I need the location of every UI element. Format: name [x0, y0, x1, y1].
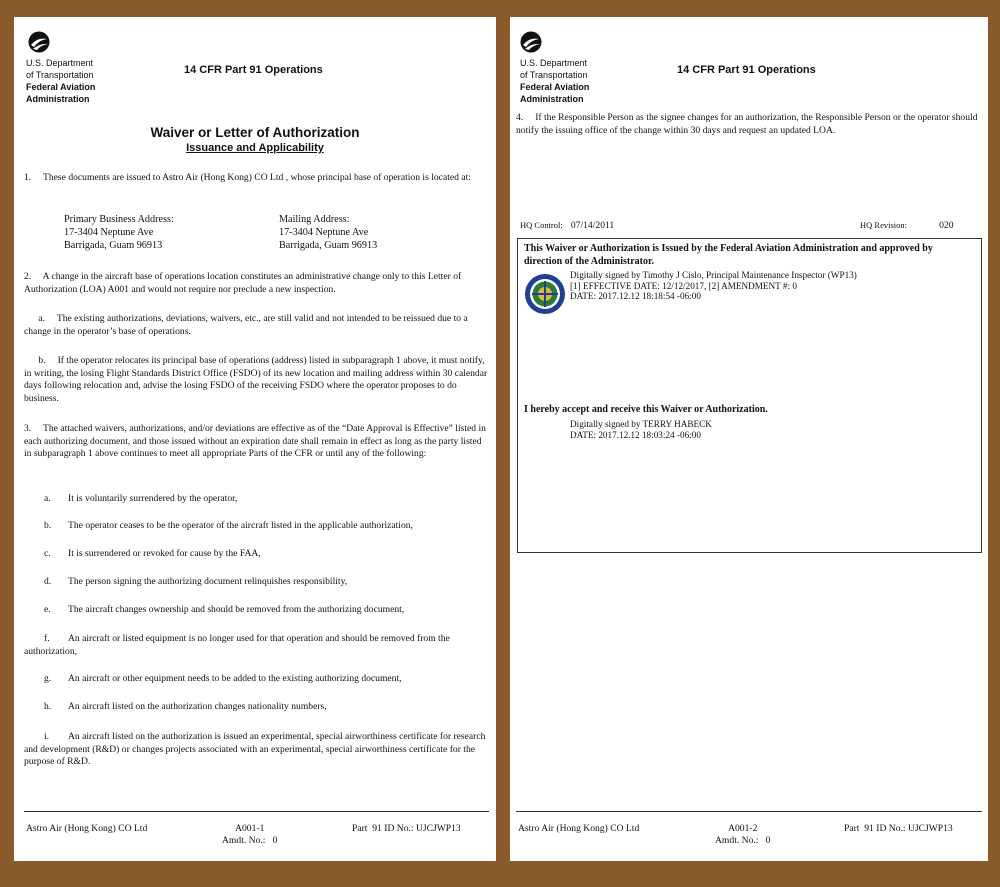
mailing-address-label: Mailing Address:	[279, 214, 350, 225]
list-item-text: An aircraft or other equipment needs to be added to the existing authorizing document,	[68, 673, 402, 684]
signature-1-line-3: DATE: 2017.12.12 18:18:54 -06:00	[570, 291, 701, 301]
issued-statement: This Waiver or Authorization is Issued by the Federal Aviation Administration and approved by direction of the Administrator.	[524, 243, 933, 267]
list-item-label: h.	[44, 701, 52, 712]
list-item	[24, 548, 489, 561]
list-item-label: e.	[44, 604, 51, 615]
paragraph-3: 3. The attached waivers, authorizations, and/or deviations are effective as of the “Date Approval is Effective” listed in each authorizing document, and those issued without an expiration date shall remain in effect as long as the party listed in subparagraph 1 above continues to meet all appropriate Parts of the CFR or until any of the following:	[24, 423, 486, 459]
list-item	[24, 673, 489, 686]
mailing-address	[279, 213, 377, 252]
mailing-address-line-1: 17-3404 Neptune Ave	[279, 227, 369, 238]
list-item-text: The person signing the authorizing document relinquishes responsibility,	[68, 576, 348, 587]
signature-1-line-1: Digitally signed by Timothy J Cislo, Principal Maintenance Inspector (WP13)	[570, 270, 857, 280]
hq-control-value: 07/14/2011	[570, 220, 615, 231]
list-item	[24, 493, 489, 506]
hq-revision-label: HQ Revision:	[860, 220, 907, 230]
agency-line-2: of Transportation	[520, 70, 588, 80]
document-page-1	[14, 17, 496, 861]
paragraph-4: 4. If the Responsible Person as the signee changes for an authorization, the Responsible Person or the operator should notify the issuing office of the change within 30 days and request an updated LOA.	[516, 112, 978, 136]
page-subtitle: Issuance and Applicability	[186, 142, 324, 154]
signature-1	[570, 270, 857, 302]
list-item-label: g.	[44, 673, 52, 684]
agency-block	[520, 57, 589, 105]
hq-revision-value: 020	[939, 220, 954, 231]
signature-2	[570, 419, 712, 440]
agency-line-1: U.S. Department	[26, 58, 94, 68]
list-item-text: An aircraft or listed equipment is no longer used for that operation and should be removed from the authorization,	[24, 633, 450, 657]
list-item-text: It is voluntarily surrendered by the operator,	[68, 493, 238, 504]
list-item	[24, 520, 489, 533]
agency-line-2: of Transportation	[26, 70, 94, 80]
list-item	[24, 731, 489, 769]
primary-address-line-1: 17-3404 Neptune Ave	[64, 227, 154, 238]
list-item-label: i.	[44, 731, 50, 742]
paragraph-2a: a. The existing authorizations, deviations, waivers, etc., are still valid and not intended to be reissued due to a change in the operator’s base of operations.	[24, 313, 468, 337]
footer-part-id: Part 91 ID No.: UJCJWP13	[844, 823, 953, 834]
list-item-text: An aircraft listed on the authorization is issued an experimental, special airworthiness certificate for research and development (R&D) or changes projects associated with an experimental, special airworthiness certificate for the purpose of R&D.	[24, 731, 486, 767]
faa-seal-icon	[524, 273, 566, 315]
hq-revision	[860, 220, 954, 231]
agency-block	[26, 57, 95, 105]
list-item	[24, 576, 489, 589]
paragraph-2: 2. A change in the aircraft base of operations location constitutes an administrative change only to this Letter of Authorization (LOA) A001 and would not require nor preclude a new inspection.	[24, 271, 462, 295]
footer-divider	[516, 811, 982, 812]
footer-amdt: Amdt. No.: 0	[222, 835, 278, 846]
hq-control	[520, 220, 614, 231]
list-item-text: An aircraft listed on the authorization changes nationality numbers,	[68, 701, 327, 712]
list-item-label: a.	[44, 493, 51, 504]
list-item-label: d.	[44, 576, 52, 587]
list-item	[24, 701, 489, 714]
footer-page-id	[222, 823, 277, 847]
footer-part-id: Part 91 ID No.: UJCJWP13	[352, 823, 461, 834]
agency-line-3: Federal Aviation	[26, 82, 96, 92]
agency-line-1: U.S. Department	[520, 58, 588, 68]
primary-address-label: Primary Business Address:	[64, 214, 174, 225]
list-item-label: c.	[44, 548, 51, 559]
footer-page-number: A001-1	[235, 823, 265, 834]
signature-2-line-2: DATE: 2017.12.12 18:03:24 -06:00	[570, 429, 701, 440]
list-item-text: The operator ceases to be the operator of the aircraft listed in the applicable authorization,	[68, 520, 413, 531]
list-item	[24, 604, 489, 617]
primary-address-line-2: Barrigada, Guam 96913	[64, 240, 163, 251]
list-item-label: f.	[44, 633, 50, 644]
hq-control-label: HQ Control:	[520, 220, 563, 230]
signature-box	[517, 238, 982, 553]
footer-amdt: Amdt. No.: 0	[715, 835, 771, 846]
footer-page-id	[715, 823, 770, 847]
dot-logo-icon	[28, 31, 50, 53]
list-item-label: b.	[44, 520, 52, 531]
agency-line-4: Administration	[520, 94, 584, 104]
primary-address	[64, 213, 174, 252]
footer-company: Astro Air (Hong Kong) CO Ltd	[26, 823, 148, 834]
document-page-2	[510, 17, 988, 861]
agency-line-4: Administration	[26, 94, 90, 104]
footer-divider	[24, 811, 489, 812]
signature-1-line-2: [1] EFFECTIVE DATE: 12/12/2017, [2] AMENDMENT #: 0	[570, 280, 797, 291]
header-title: 14 CFR Part 91 Operations	[184, 64, 323, 76]
paragraph-1: 1. These documents are issued to Astro Air (Hong Kong) CO Ltd , whose principal base of operation is located at:	[24, 172, 471, 183]
agency-line-3: Federal Aviation	[520, 82, 590, 92]
footer-company: Astro Air (Hong Kong) CO Ltd	[518, 823, 640, 834]
list-item	[24, 633, 489, 658]
list-item-text: It is surrendered or revoked for cause by the FAA,	[68, 548, 261, 559]
mailing-address-line-2: Barrigada, Guam 96913	[279, 240, 378, 251]
list-item-text: The aircraft changes ownership and should be removed from the authorizing document,	[68, 604, 405, 615]
paragraph-2b: b. If the operator relocates its principal base of operations (address) listed in subparagraph 1 above, it must notify, in writing, the losing Flight Standards District Office (FSDO) of its new location and mailing address within 30 calendar days following relocation and, advise the losing FSDO of the receiving FSDO where the operator proposes to do business.	[24, 355, 488, 404]
page-title: Waiver or Letter of Authorization	[150, 125, 360, 140]
dot-logo-icon	[520, 31, 542, 53]
signature-2-line-1: Digitally signed by TERRY HABECK	[570, 419, 712, 429]
footer-page-number: A001-2	[728, 823, 758, 834]
header-title: 14 CFR Part 91 Operations	[677, 64, 816, 76]
acceptance-statement: I hereby accept and receive this Waiver or Authorization.	[524, 404, 768, 415]
